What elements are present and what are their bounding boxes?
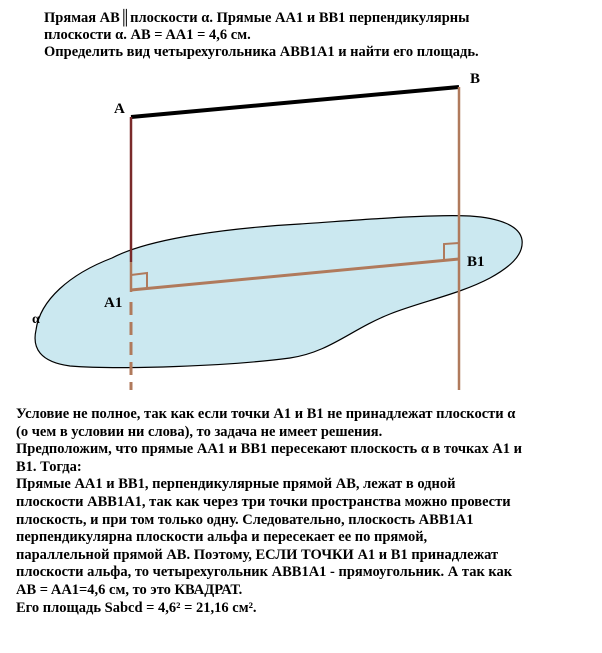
label-b: B (470, 71, 481, 87)
solution-line: Предположим, что прямые AA1 и BB1 пересекают плоскость α в точках A1 и (16, 441, 522, 458)
solution-line: перпендикулярна плоскости альфа и пересекает ее по прямой, (16, 529, 428, 546)
problem-line-3: Определить вид четырехугольника ABB1A1 и найти его площадь. (44, 44, 479, 60)
solution-line: Прямые AA1 и BB1, перпендикулярные прямой AB, лежат в одной (16, 476, 456, 493)
solution-line: параллельной прямой AB. Поэтому, ЕСЛИ ТОЧКИ A1 и B1 принадлежат (16, 546, 499, 563)
solution-line: B1. Тогда: (16, 458, 82, 475)
label-a1: A1 (104, 295, 123, 311)
solution-text (16, 406, 596, 617)
solution-line: плоскости ABB1A1, так как через три точки пространства можно провести (16, 493, 511, 510)
label-plane-alpha: α (32, 312, 40, 327)
solution-line: Условие не полное, так как если точки A1 и B1 не принадлежат плоскости α (16, 406, 516, 422)
problem-line-1: Прямая AB║плоскости α. Прямые AA1 и BB1 перпендикулярны (44, 10, 470, 26)
solution-line: Его площадь Sabcd = 4,6² = 21,16 см². (16, 599, 257, 616)
problem-line-2: плоскости α. AB = AA1 = 4,6 см. (44, 27, 251, 43)
plane-alpha (35, 216, 522, 368)
solution-line: плоскости альфа, то четырехугольник ABB1A1 - прямоугольник. А так как (16, 564, 513, 581)
solution-line: (о чем в условии ни слова), то задача не имеет решения. (16, 423, 383, 440)
solution-line: плоскость, и при том только одну. Следовательно, плоскость ABB1A1 (16, 511, 474, 528)
label-a: A (114, 101, 125, 117)
segment-ab (131, 87, 459, 117)
solution-line: AB = AA1=4,6 см, то это КВАДРАТ. (16, 581, 243, 598)
label-b1: B1 (467, 254, 485, 270)
